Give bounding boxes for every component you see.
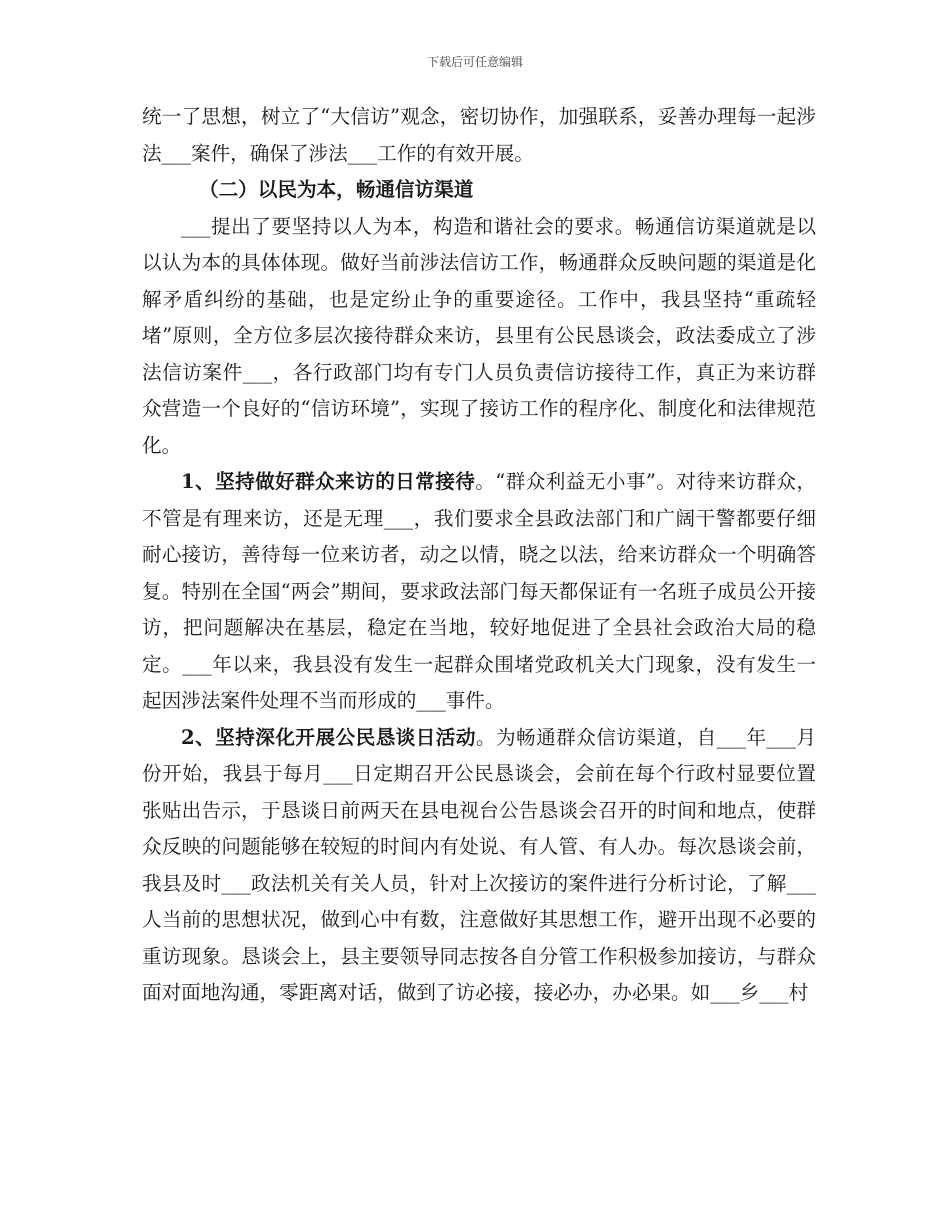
paragraph-intro: ___提出了要坚持以人为本，构造和谐社会的要求。畅通信访渠道就是以以认为本的具体体现。做好当前涉法信访工作，畅通群众反映问题的渠道是化解矛盾纠纷的基础，也是定纷止争的重要途径。工作中，我县坚持“重疏轻堵”原则，全方位多层次接待群众来访，县里有公民恳谈会，政法委成立了涉法信访案件___，各行政部门均有专门人员负责信访接待工作，真正为来访群众营造一个良好的“信访环境”，实现了接访工作的程序化、制度化和法律规范化。 — [142, 214, 816, 457]
item-2-title: 2、坚持深化开展公民恳谈日活动 — [181, 725, 476, 749]
paragraph-item-1 — [142, 464, 816, 720]
paragraph-item-2 — [142, 720, 816, 1012]
item-1-body: 。“群众利益无小事”。对待来访群众，不管是有理来访，还是无理___，我们要求全县政法部门和广阔干警都要仔细耐心接访，善待每一位来访者，动之以情，晓之以法，给来访群众一个明确答复。特别在全国“两会”期间，要求政法部门每天都保证有一名班子成员公开接访，把问题解决在基层，稳定在当地，较好地促进了全县社会政治大局的稳定。___年以来，我县没有发生一起群众围堵党政机关大门现象，没有发生一起因涉法案件处理不当而形成的___事件。 — [142, 470, 816, 712]
paragraph-continuation: 统一了思想，树立了“大信访”观念，密切协作，加强联系，妥善办理每一起涉法___案件，确保了涉法___工作的有效开展。 — [142, 105, 816, 165]
document-body — [142, 99, 816, 1012]
item-2-body: 。为畅通群众信访渠道，自___年___月份开始，我县于每月___日定期召开公民恳谈会，会前在每个行政村显要位置张贴出告示，于恳谈日前两天在县电视台公告恳谈会召开的时间和地点，使群众反映的问题能够在较短的时间内有处说、有人管、有人办。每次恳谈会前，我县及时___政法机关有关人员，针对上次接访的案件进行分析讨论，了解___人当前的思想状况，做到心中有数，注意做好其思想工作，避开出现不必要的重访现象。恳谈会上，县主要领导同志按各自分管工作积极参加接访，与群众面对面地沟通，零距离对话，做到了访必接，接必办，办必果。如___乡___村 — [142, 725, 817, 1004]
page-header: 下载后可任意编辑 — [426, 55, 523, 69]
section-heading: （二）以民为本，畅通信访渠道 — [199, 178, 474, 201]
item-1-title: 1、坚持做好群众来访的日常接待 — [181, 470, 476, 493]
